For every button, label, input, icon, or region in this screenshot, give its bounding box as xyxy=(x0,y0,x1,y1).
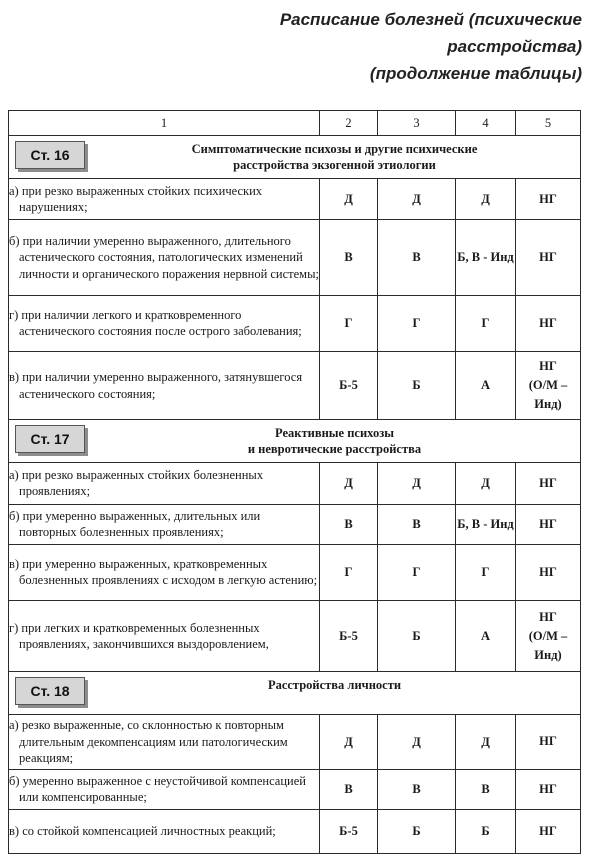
article-title-line: Расстройства личности xyxy=(267,678,402,693)
category-cell: Г xyxy=(456,295,516,351)
article-badge: Ст. 18 xyxy=(15,677,85,705)
condition-cell xyxy=(9,351,320,419)
article-title xyxy=(9,136,580,177)
condition-text: г) при легких и кратковременных болезненных проявлениях, закончившихся выздоровлением, xyxy=(9,620,269,652)
category-note: (О/М – Инд) xyxy=(528,378,568,412)
condition-text: г) при наличии легкого и кратковременного астенического состояния после острого заболевания; xyxy=(9,307,302,339)
category-cell: Б xyxy=(378,809,456,853)
category-cell: Д xyxy=(378,463,456,504)
table-row xyxy=(9,463,581,504)
category-cell: Д xyxy=(320,179,378,220)
category-cell xyxy=(516,351,581,419)
category-cell: А xyxy=(456,351,516,419)
category-cell: Б-5 xyxy=(320,809,378,853)
category-cell xyxy=(516,295,581,351)
category-cell: В xyxy=(320,220,378,295)
column-header: 3 xyxy=(378,111,456,136)
condition-cell xyxy=(9,179,320,220)
category-value: НГ xyxy=(539,250,557,265)
column-header: 4 xyxy=(456,111,516,136)
category-cell: Г xyxy=(320,544,378,600)
category-cell: В xyxy=(378,504,456,544)
article-header-row xyxy=(9,136,581,179)
category-cell: Д xyxy=(378,179,456,220)
header-title: Расписание болезней (психические расстройства) xyxy=(279,10,582,56)
table-row xyxy=(9,715,581,769)
category-cell: Б, В - Инд xyxy=(456,504,516,544)
table-row xyxy=(9,600,581,671)
category-cell xyxy=(516,715,581,769)
category-cell xyxy=(516,220,581,295)
category-cell: В xyxy=(378,220,456,295)
header-subtitle: (продолжение таблицы) xyxy=(369,64,582,83)
article-header-row xyxy=(9,420,581,463)
condition-text: в) при умеренно выраженных, кратковременных болезненных проявлениях с исходом в легкую астению; xyxy=(9,556,318,588)
condition-text: а) при резко выраженных стойких психических нарушениях; xyxy=(9,183,263,215)
category-cell: Б xyxy=(456,809,516,853)
category-cell: В xyxy=(456,769,516,809)
condition-text: а) резко выраженные, со склонностью к повторным длительным декомпенсациям или патологическим реакциям; xyxy=(9,718,288,766)
article-header xyxy=(9,672,581,715)
category-cell xyxy=(516,544,581,600)
category-cell: Г xyxy=(456,544,516,600)
condition-cell xyxy=(9,463,320,504)
condition-cell xyxy=(9,220,320,295)
article-title-line: расстройства экзогенной этиологии xyxy=(233,158,436,173)
condition-text: б) умеренно выраженное с неустойчивой компенсацией или компенсированные; xyxy=(9,773,306,805)
condition-text: б) при наличии умеренно выраженного, длительного астенического состояния, патологических изменений личности и органического поражения нервной системы; xyxy=(9,233,319,281)
category-cell: Б-5 xyxy=(320,600,378,671)
category-cell: Д xyxy=(378,715,456,769)
article-header-row xyxy=(9,672,581,715)
category-value: НГ xyxy=(539,315,557,330)
category-cell: В xyxy=(378,769,456,809)
category-cell xyxy=(516,179,581,220)
category-value: НГ xyxy=(539,475,557,490)
category-value: НГ xyxy=(539,564,557,579)
table-row xyxy=(9,220,581,295)
article-header xyxy=(9,136,581,179)
category-cell: Г xyxy=(378,544,456,600)
category-cell: Б, В - Инд xyxy=(456,220,516,295)
condition-text: в) при наличии умеренно выраженного, затянувшегося астенического состояния; xyxy=(9,370,303,401)
column-header: 2 xyxy=(320,111,378,136)
condition-text: а) при резко выраженных стойких болезненных проявлениях; xyxy=(9,467,264,499)
category-cell: Д xyxy=(456,463,516,504)
category-cell: В xyxy=(320,769,378,809)
article-title xyxy=(9,672,580,697)
condition-text: в) со стойкой компенсацией личностных реакций; xyxy=(9,824,276,839)
category-cell: Б-5 xyxy=(320,351,378,419)
category-cell xyxy=(516,809,581,853)
category-cell: Д xyxy=(456,179,516,220)
column-header: 5 xyxy=(516,111,581,136)
category-cell: А xyxy=(456,600,516,671)
condition-cell xyxy=(9,809,320,853)
category-value: НГ xyxy=(539,781,557,796)
category-value: НГ xyxy=(539,516,557,531)
disease-schedule-table xyxy=(8,110,581,854)
category-value: НГ xyxy=(539,823,557,838)
condition-cell xyxy=(9,295,320,351)
condition-cell xyxy=(9,544,320,600)
article-title-line: Симптоматические психозы и другие психические xyxy=(191,142,478,157)
condition-text: б) при умеренно выраженных, длительных или повторных болезненных проявлениях; xyxy=(9,508,261,540)
category-cell: Д xyxy=(320,715,378,769)
category-cell: Д xyxy=(456,715,516,769)
category-cell: Б xyxy=(378,600,456,671)
article-title xyxy=(9,420,580,461)
page-header xyxy=(142,6,582,87)
condition-cell xyxy=(9,600,320,671)
condition-cell xyxy=(9,769,320,809)
article-header xyxy=(9,420,581,463)
category-cell xyxy=(516,463,581,504)
category-cell xyxy=(516,600,581,671)
category-cell: Г xyxy=(378,295,456,351)
condition-cell xyxy=(9,715,320,769)
table-row xyxy=(9,179,581,220)
table-row xyxy=(9,295,581,351)
category-cell: Г xyxy=(320,295,378,351)
category-cell: Д xyxy=(320,463,378,504)
category-cell: В xyxy=(320,504,378,544)
category-cell: Б xyxy=(378,351,456,419)
category-value: НГ xyxy=(539,191,557,206)
condition-cell xyxy=(9,504,320,544)
table-row xyxy=(9,769,581,809)
article-badge: Ст. 16 xyxy=(15,141,85,169)
category-cell xyxy=(516,504,581,544)
column-header: 1 xyxy=(9,111,320,136)
column-header-row xyxy=(9,111,581,136)
table-row xyxy=(9,351,581,419)
article-badge: Ст. 17 xyxy=(15,425,85,453)
category-cell xyxy=(516,769,581,809)
table-row xyxy=(9,504,581,544)
article-title-line: Реактивные психозы xyxy=(275,426,394,441)
article-title-line: и невротические расстройства xyxy=(247,442,422,457)
table-row xyxy=(9,544,581,600)
table-row xyxy=(9,809,581,853)
category-value: НГ xyxy=(539,734,557,749)
category-value: НГ xyxy=(539,609,557,624)
category-note: (О/М – Инд) xyxy=(528,628,568,662)
category-value: НГ xyxy=(539,359,557,374)
